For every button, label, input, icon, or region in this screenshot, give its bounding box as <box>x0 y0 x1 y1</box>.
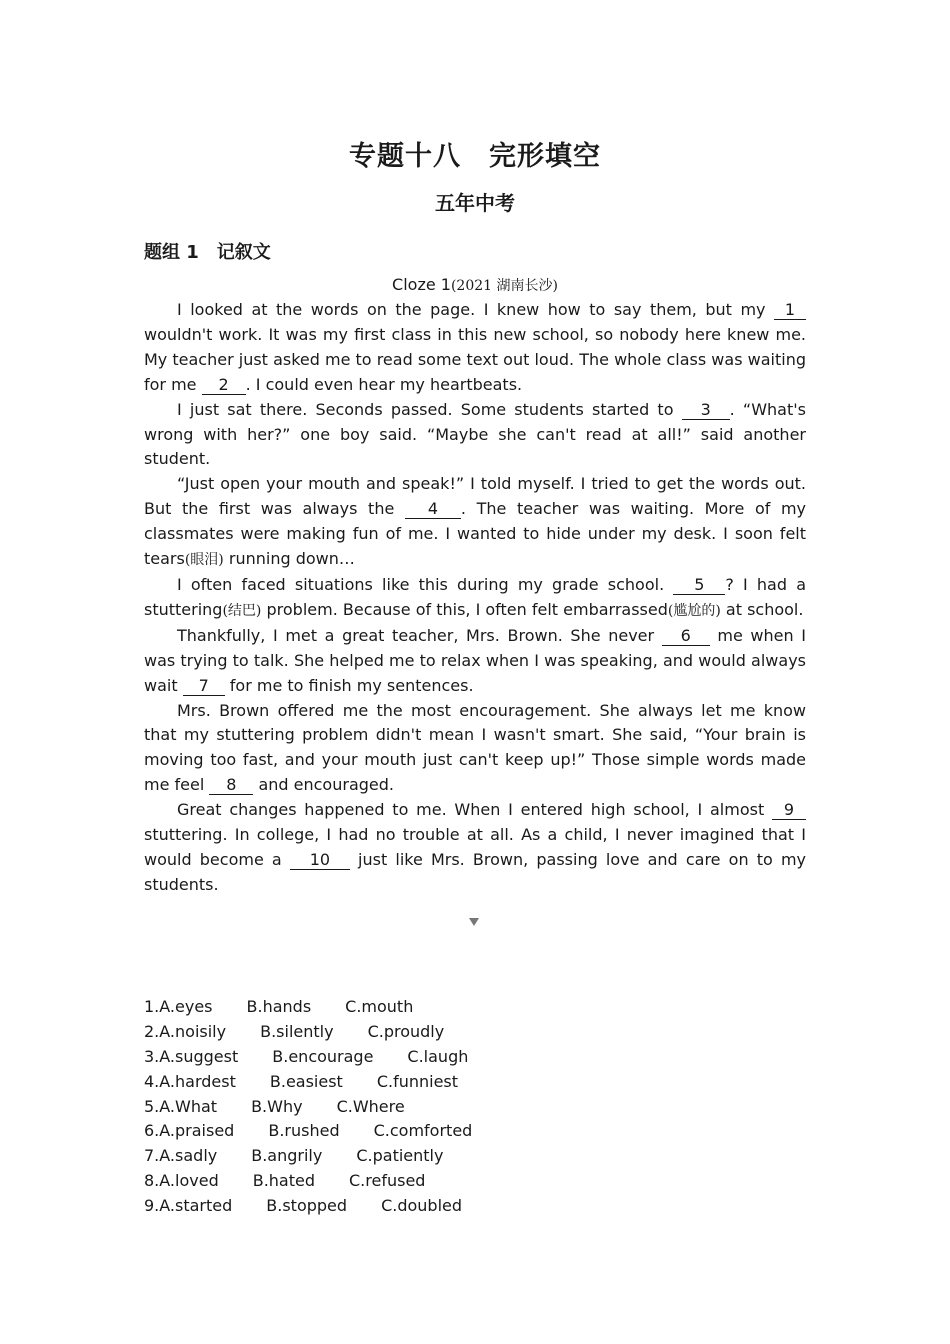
option-row-3 <box>144 1045 472 1070</box>
option-a: 7.A.sadly <box>144 1146 218 1166</box>
triangle-marker-icon <box>469 918 479 926</box>
blank-1: 1 <box>774 301 806 320</box>
option-a: 1.A.eyes <box>144 997 213 1016</box>
option-c: C.refused <box>349 1171 426 1191</box>
paragraph-7 <box>144 798 806 898</box>
option-row-9 <box>144 1194 472 1219</box>
paragraph-text: me when I was trying to talk. She helped me to relax when I was speaking, and would always wait <box>144 625 806 695</box>
paragraph-1 <box>144 298 806 398</box>
blank-7: 7 <box>183 677 225 696</box>
paragraph-text: for me to finish my sentences. <box>224 675 474 695</box>
chinese-gloss: (眼泪) <box>184 552 224 569</box>
blank-10: 10 <box>290 851 350 870</box>
option-a: 6.A.praised <box>144 1121 235 1141</box>
blank-5: 5 <box>673 576 725 595</box>
blank-3: 3 <box>682 401 730 420</box>
blank-6: 6 <box>662 627 710 646</box>
page-subtitle: 五年中考 <box>435 191 515 215</box>
options-list <box>144 995 472 1219</box>
option-c: C.proudly <box>367 1021 445 1041</box>
paragraph-text: . The teacher was waiting. More of my classmates were making fun of me. I wanted to hide under my desk. I soon felt tears <box>144 499 807 569</box>
paragraph-text: wouldn't work. It was my first class in this new school, so nobody here knew me. My teacher just asked me to read some text out loud. The whole class was waiting for me <box>144 324 806 394</box>
option-b: B.encourage <box>272 1046 374 1066</box>
option-row-4 <box>144 1070 472 1095</box>
option-a: 4.A.hardest <box>144 1071 236 1091</box>
chinese-gloss: (结巴) <box>222 602 262 619</box>
option-row-2 <box>144 1020 472 1045</box>
paragraph-text: . “What's wrong with her?” one boy said. “Maybe she can't read at all!” said another student. <box>144 399 806 469</box>
option-c: C.comforted <box>373 1121 473 1141</box>
blank-2: 2 <box>202 376 246 395</box>
option-a: 8.A.loved <box>144 1171 219 1191</box>
option-c: C.Where <box>336 1096 405 1116</box>
paragraph-text: “Just open your mouth and speak!” I told myself. I tried to get the words out. But the first was always the <box>144 474 806 519</box>
option-b: B.angrily <box>251 1146 323 1166</box>
paragraph-text: just like Mrs. Brown, passing love and care on to my students. <box>144 849 806 894</box>
paragraph-3 <box>144 472 806 573</box>
paragraph-text: . I could even hear my heartbeats. <box>245 374 523 394</box>
option-b: B.Why <box>251 1096 303 1116</box>
option-row-5 <box>144 1095 472 1120</box>
option-c: C.laugh <box>407 1046 469 1066</box>
paragraph-text: at school. <box>720 599 804 619</box>
cloze-article <box>144 298 806 898</box>
option-c: C.mouth <box>345 997 414 1016</box>
blank-4: 4 <box>405 500 461 519</box>
blank-9: 9 <box>772 801 806 820</box>
paragraph-text: I often faced situations like this during my grade school. <box>177 574 674 594</box>
blank-8: 8 <box>209 776 253 795</box>
paragraph-text: stuttering. In college, I had no trouble at all. As a child, I never imagined that I would become a <box>144 825 806 869</box>
paragraph-6 <box>144 699 806 799</box>
paragraph-text: Great changes happened to me. When I entered high school, I almost <box>177 800 772 820</box>
option-row-7 <box>144 1144 472 1169</box>
paragraph-text: I just sat there. Seconds passed. Some students started to <box>177 399 682 419</box>
option-b: B.hated <box>252 1171 315 1191</box>
paragraph-text: running down… <box>223 549 355 569</box>
option-b: B.easiest <box>269 1071 343 1091</box>
page-title: 专题十八 完形填空 <box>349 141 601 172</box>
option-a: 2.A.noisily <box>144 1021 227 1041</box>
option-b: B.hands <box>246 997 312 1016</box>
cloze-label: Cloze 1 <box>392 275 451 294</box>
group-heading: 题组 1 记叙文 <box>144 242 271 263</box>
paragraph-text: Mrs. Brown offered me the most encouragement. She always let me know that my stuttering problem didn't mean I wasn't smart. She said, “Your brain is moving too fast, and your mouth just can't keep up!” Those simple words made me feel <box>144 700 806 795</box>
option-c: C.patiently <box>356 1146 444 1166</box>
option-b: B.rushed <box>268 1121 340 1141</box>
option-row-6 <box>144 1119 472 1144</box>
option-b: B.silently <box>260 1021 334 1041</box>
cloze-source: (2021 湖南长沙) <box>450 278 558 294</box>
option-a: 3.A.suggest <box>144 1046 239 1066</box>
paragraph-text: Thankfully, I met a great teacher, Mrs. Brown. She never <box>177 625 662 645</box>
option-b: B.stopped <box>266 1196 348 1216</box>
paragraph-text: and encouraged. <box>253 775 394 795</box>
chinese-gloss: (尴尬的) <box>667 602 721 619</box>
option-c: C.funniest <box>376 1071 459 1091</box>
paragraph-2 <box>144 398 806 473</box>
option-row-1 <box>144 995 472 1020</box>
option-c: C.doubled <box>381 1196 463 1216</box>
paragraph-text: problem. Because of this, I often felt embarrassed <box>261 599 668 619</box>
paragraph-text: ? I had a stuttering <box>144 574 806 619</box>
option-a: 9.A.started <box>144 1196 233 1216</box>
paragraph-5 <box>144 624 806 699</box>
paragraph-4 <box>144 573 806 624</box>
option-a: 5.A.What <box>144 1096 218 1116</box>
paragraph-text: I looked at the words on the page. I knew how to say them, but my <box>177 300 774 319</box>
cloze-heading <box>0 275 950 295</box>
option-row-8 <box>144 1169 472 1194</box>
